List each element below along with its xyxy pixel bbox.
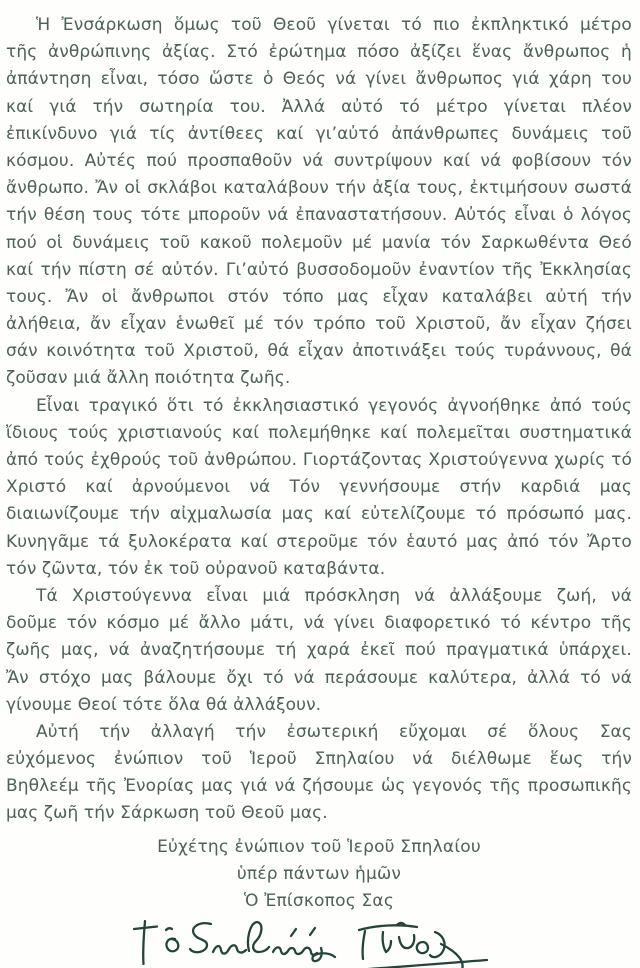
letter-closing: [6, 834, 632, 916]
text-line: Κυνηγᾶμε τά ξυλοκέρατα καί στεροῦμε τόν ἑαυτό μας ἀπό τόν Ἄρτο: [6, 531, 632, 552]
text-line: ἀπάντηση εἶναι, τόσο ὥστε ὁ Θεός νά γίνει ἄνθρωπος γιά χάρη του: [6, 69, 632, 90]
text-line: εὐχόμενος ἐνώπιον τοῦ Ἱεροῦ Σπηλαίου νά διέλθωμε ἕως τήν: [6, 749, 632, 770]
text-line: δοῦμε τόν κόσμο μέ ἄλλο μάτι, νά γίνει διαφορετικό τό κέντρο τῆς: [6, 613, 632, 634]
text-line: καί γιά τήν σωτηρία του. Ἀλλά αὐτό τό μέτρο γίνεται πλέον: [6, 96, 632, 117]
text-line: Χριστό καί ἀρνούμενοι νά Τόν γεννήσουμε στήν καρδιά μας: [6, 477, 632, 498]
text-line: ζοῦσαν μιά ἄλλη ποιότητα ζωῆς.: [6, 368, 291, 389]
closing-line-bishop: Ὁ Ἐπίσκοπος Σας: [243, 891, 395, 912]
text-line: Βηθλεέμ τῆς Ἐνορίας μας γιά νά ζήσουμε ὡς γεγονός τῆς προσωπικῆς: [6, 776, 632, 797]
text-line: Εἶναι τραγικό ὅτι τό ἐκκλησιαστικό γεγονός ἀγνοήθηκε ἀπό τούς: [36, 395, 632, 416]
text-line: τόν ζῶντα, τόν ἐκ τοῦ οὐρανοῦ καταβάντα.: [6, 558, 386, 579]
text-line: διαιωνίζουμε τήν αἰχμαλωσία μας καί εὐτελίζουμε τό πρόσωπό μας.: [6, 504, 632, 525]
text-line: μας ζωῆ τήν Σάρκωση τοῦ Θεοῦ μας.: [6, 803, 328, 824]
bishop-signature-icon: [129, 918, 509, 968]
text-line: Ἄν στόχο μας βάλουμε ὄχι τό νά περάσουμε καλύτερα, ἀλλά τό νά: [6, 667, 632, 688]
letter-body: [6, 12, 632, 828]
text-line: τους. Ἄν οἱ ἄνθρωποι στόν τόπο μας εἶχαν καταλάβει αὐτή τήν: [6, 286, 632, 307]
closing-line-for-all: ὑπέρ πάντων ἡμῶν: [236, 864, 402, 885]
text-line: γίνουμε Θεοί τότε ὅλα θά ἀλλάξουν.: [6, 694, 322, 715]
text-line: πού οἱ δυνάμεις τοῦ κακοῦ πολεμοῦν μέ μανία τόν Σαρκωθέντα Θεό: [6, 232, 632, 253]
text-line: ἀπό τούς ἐχθρούς τοῦ ἀνθρώπου. Γιορτάζοντας Χριστούγεννα χωρίς τό: [6, 450, 632, 470]
text-line: ἐπικίνδυνο γιά τίς ἀντίθεες καί γι’αὐτό ἀπάνθρωπες δυνάμεις τοῦ: [6, 123, 632, 144]
text-line: Τά Χριστούγεννα εἶναι μιά πρόσκληση νά ἀλλάξουμε ζωή, νά: [36, 585, 632, 606]
text-line: σάν κοινότητα τοῦ Χριστοῦ, θά εἶχαν ἀποτινάξει τούς τυράννους, θά: [6, 341, 632, 362]
text-line: ζωῆς μας, νά ἀναζητήσουμε τή χαρά ἐκεῖ πού πραγματικά ὑπάρχει.: [6, 640, 632, 661]
text-line: τῆς ἀνθρώπινης ἀξίας. Στό ἐρώτημα πόσο ἀξίζει ἕνας ἄνθρωπος ἡ: [6, 42, 632, 63]
text-line: Ἡ Ἐνσάρκωση ὅμως τοῦ Θεοῦ γίνεται τό πιο ἐκπληκτικό μέτρο: [36, 15, 632, 35]
text-line: Αὐτή τήν ἀλλαγή τήν ἐσωτερική εὔχομαι σέ ὅλους Σας: [36, 721, 632, 742]
text-line: ἄνθρωπο. Ἄν οἱ σκλάβοι καταλάβουν τήν ἀξία τους, ἐκτιμήσουν σωστά: [6, 178, 632, 199]
text-line: καί τήν πίστη σέ αὐτόν. Γι’αὐτό βυσσοδομοῦν ἐναντίον τῆς Ἐκκλησίας: [6, 259, 632, 280]
text-line: ἴδιους τούς χριστιανούς καί πολεμήθηκε καί πολεμεῖται συστηματικά: [6, 422, 632, 443]
text-line: ἀλήθεια, ἄν εἶχαν ἑνωθεῖ μέ τόν τρόπο τοῦ Χριστοῦ, ἄν εἶχαν ζήσει: [6, 314, 632, 335]
signature-row: [6, 918, 632, 968]
closing-line-supplicant: Εὐχέτης ἐνώπιον τοῦ Ἱεροῦ Σπηλαίου: [157, 836, 481, 857]
text-line: τήν θέση τους τότε μποροῦν νά ἐπαναστατήσουν. Αὐτός εἶναι ὁ λόγος: [6, 205, 632, 226]
text-line: κόσμου. Αὐτές πού προσπαθοῦν νά συντρίψουν καί νά φοβίσουν τόν: [6, 150, 632, 171]
